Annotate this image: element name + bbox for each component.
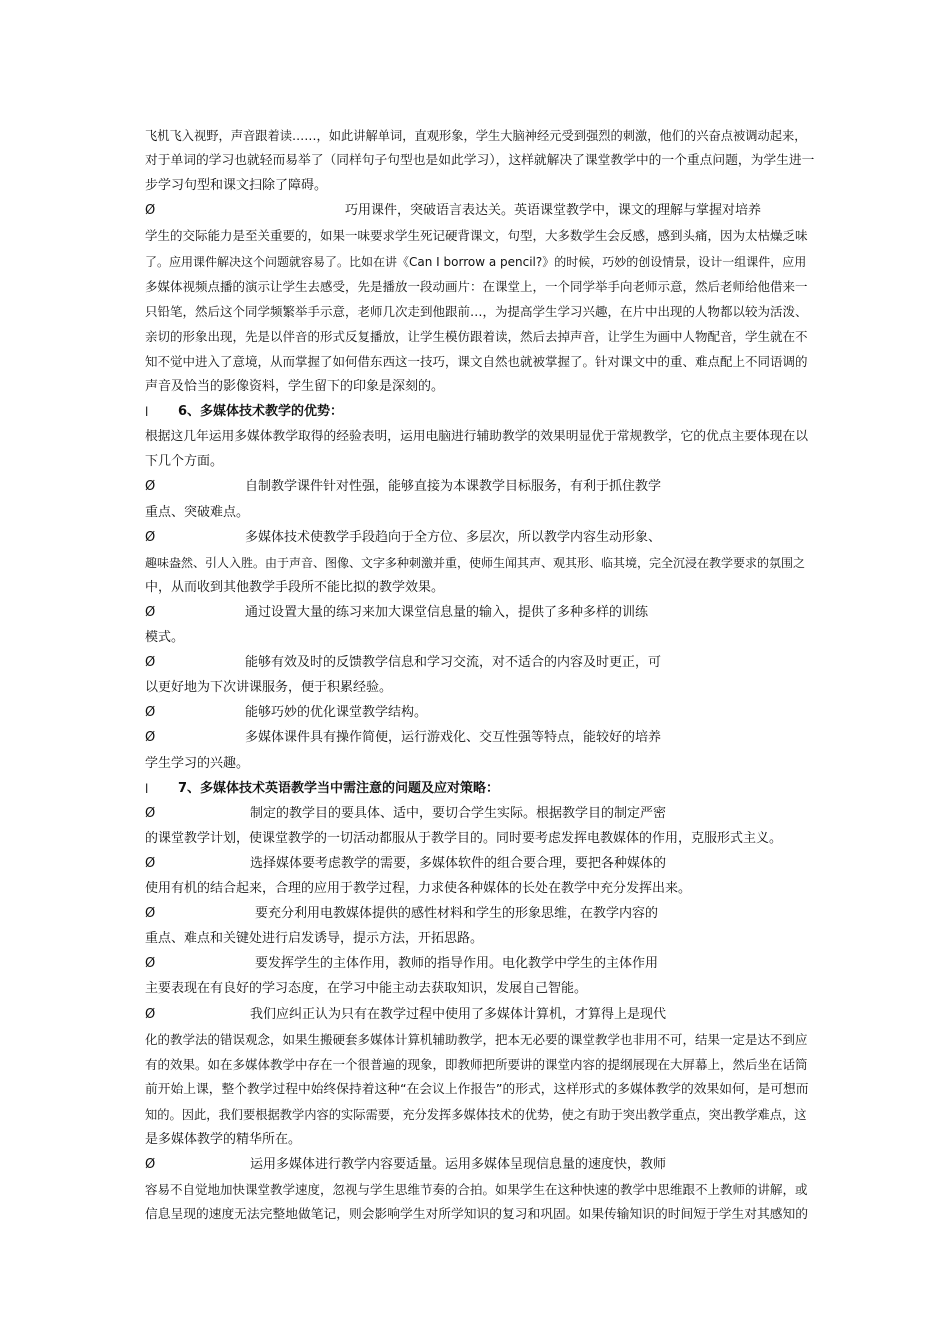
paragraph-line: 飞机飞入视野，声音跟着读……，如此讲解单词，直观形象，学生大脑神经元受到强烈的刺激，他们的兴奋点被调动起来， (145, 129, 807, 143)
bullet-marker: Ø (145, 956, 156, 971)
paragraph-line: 化的教学法的错误观念，如果生搬硬套多媒体计算机辅助教学，把本无必要的课堂教学也非用不可，结果一定是达不到应 (145, 1032, 808, 1047)
paragraph-line: 以更好地为下次讲课服务，便于积累经验。 (145, 680, 393, 695)
bullet-marker: Ø (145, 730, 156, 745)
paragraph-line: 中，从而收到其他教学手段所不能比拟的教学效果。 (145, 580, 445, 595)
paragraph-line: 亲切的形象出现，先是以伴音的形式反复播放，让学生模仿跟着读，然后去掉声音，让学生为画中人物配音，学生就在不 (145, 329, 808, 344)
bullet-marker: Ø (145, 1157, 156, 1172)
bullet-item-text: 能够巧妙的优化课堂教学结构。 (245, 705, 428, 720)
bullet-item-text: 要充分利用电教媒体提供的感性材料和学生的形象思维，在教学内容的 (255, 906, 659, 921)
section-heading: 6、多媒体技术教学的优势： (178, 404, 344, 419)
paragraph-line: 学生的交际能力是至关重要的，如果一味要求学生死记硬背课文，句型，大多数学生会反感，感到头痛，因为太枯燥乏味 (145, 228, 808, 243)
paragraph-line: 主要表现在有良好的学习态度，在学习中能主动去获取知识，发展自己智能。 (145, 981, 588, 996)
bullet-marker: Ø (145, 655, 156, 670)
bullet-item-text: 多媒体课件具有操作简便，运行游戏化、交互性强等特点，能较好的培养 (245, 730, 662, 745)
bullet-item-text: 我们应纠正认为只有在教学过程中使用了多媒体计算机，才算得上是现代 (250, 1007, 667, 1022)
bullet-marker: Ø (145, 906, 156, 921)
paragraph-line: 使用有机的结合起来，合理的应用于教学过程，力求使各种媒体的长处在教学中充分发挥出来。 (145, 881, 692, 896)
bullet-marker: Ø (145, 806, 156, 821)
paragraph-line: 有的效果。如在多媒体教学中存在一个很普遍的现象，即教师把所要讲的课堂内容的提纲展现在大屏幕上，然后坐在话筒 (145, 1057, 808, 1072)
bullet-item-text: 多媒体技术使教学手段趋向于全方位、多层次，所以教学内容生动形象、 (245, 530, 662, 545)
bullet-marker: Ø (145, 856, 156, 871)
bullet-marker: Ø (145, 1007, 156, 1022)
bullet-item-text: 制定的教学目的要具体、适中，要切合学生实际。根据教学目的制定严密 (250, 806, 667, 821)
paragraph-line: 根据这几年运用多媒体教学取得的经验表明，运用电脑进行辅助教学的效果明显优于常规教学，它的优点主要体现在以 (145, 429, 808, 444)
paragraph-line: 模式。 (145, 630, 185, 645)
paragraph-line: 是多媒体教学的精华所在。 (145, 1132, 302, 1147)
paragraph-line: 声音及恰当的影像资料，学生留下的印象是深刻的。 (145, 379, 445, 394)
bullet-item-text: 能够有效及时的反馈教学信息和学习交流，对不适合的内容及时更正，可 (245, 655, 662, 670)
paragraph-line: 前开始上课，整个教学过程中始终保持着这种“在会议上作报告”的形式，这样形式的多媒体教学的效果如何，是可想而 (145, 1082, 809, 1097)
bullet-item-text: 自制教学课件针对性强，能够直接为本课教学目标服务，有利于抓住教学 (245, 479, 662, 494)
paragraph-line: 的课堂教学计划，使课堂教学的一切活动都服从于教学目的。同时要考虑发挥电教媒体的作用，克服形式主义。 (145, 831, 783, 846)
bullet-item-text: 通过设置大量的练习来加大课堂信息量的输入，提供了多种多样的训练 (245, 605, 649, 620)
paragraph-line: 趣味盎然、引人入胜。由于声音、图像、文字多种刺激并重，使师生闻其声、观其形、临其境，完全沉浸在教学要求的氛围之 (145, 556, 806, 570)
paragraph-line: 重点、难点和关键处进行启发诱导，提示方法，开拓思路。 (145, 931, 484, 946)
bullet-item-text: 巧用课件，突破语言表达关。英语课堂教学中，课文的理解与掌握对培养 (345, 203, 762, 218)
bullet-item-text: 运用多媒体进行教学内容要适量。运用多媒体呈现信息量的速度快，教师 (250, 1157, 667, 1172)
paragraph-line: 知不觉中进入了意境，从而掌握了如何借东西这一技巧，课文自然也就被掌握了。针对课文中的重、难点配上不同语调的 (145, 354, 808, 369)
paragraph-line: 下几个方面。 (145, 454, 224, 469)
paragraph-line: 多媒体视频点播的演示让学生去感受，先是播放一段动画片：在课堂上，一个同学举手向老师示意，然后老师给他借来一 (145, 279, 808, 294)
paragraph-line: 容易不自觉地加快课堂教学速度，忽视与学生思维节奏的合拍。如果学生在这种快速的教学中思维跟不上教师的讲解，或 (145, 1182, 808, 1197)
bullet-marker: Ø (145, 203, 156, 218)
heading-marker: l (145, 782, 149, 796)
bullet-marker: Ø (145, 705, 156, 720)
paragraph-line: 学生学习的兴趣。 (145, 756, 250, 771)
section-heading: 7、多媒体技术英语教学当中需注意的问题及应对策略： (178, 781, 500, 796)
paragraph-line: 知的。因此，我们要根据教学内容的实际需要，充分发挥多媒体技术的优势，使之有助于突出教学重点，突出教学难点，这 (145, 1108, 807, 1122)
bullet-marker: Ø (145, 479, 156, 494)
paragraph-line: 了。应用课件解决这个问题就容易了。比如在讲《Can I borrow a pencil?》的时候，巧妙的创设情景，设计一组课件，应用 (145, 255, 807, 269)
bullet-marker: Ø (145, 605, 156, 620)
bullet-marker: Ø (145, 530, 156, 545)
paragraph-line: 信息呈现的速度无法完整地做笔记，则会影响学生对所学知识的复习和巩固。如果传输知识的时间短于学生对其感知的 (145, 1207, 808, 1222)
bullet-item-text: 要发挥学生的主体作用，教师的指导作用。电化教学中学生的主体作用 (255, 956, 659, 971)
bullet-item-text: 选择媒体要考虑教学的需要，多媒体软件的组合要合理，要把各种媒体的 (250, 856, 667, 871)
paragraph-line: 只铅笔，然后这个同学频繁举手示意，老师几次走到他跟前…，为提高学生学习兴趣，在片中出现的人物都以较为活泼、 (145, 304, 808, 319)
paragraph-line: 对于单词的学习也就轻而易举了（同样句子句型也是如此学习），这样就解决了课堂教学中的一个重点问题，为学生进一 (145, 153, 815, 168)
paragraph-line: 重点、突破难点。 (145, 505, 250, 520)
heading-marker: l (145, 405, 149, 419)
paragraph-line: 步学习句型和课文扫除了障碍。 (145, 178, 328, 193)
